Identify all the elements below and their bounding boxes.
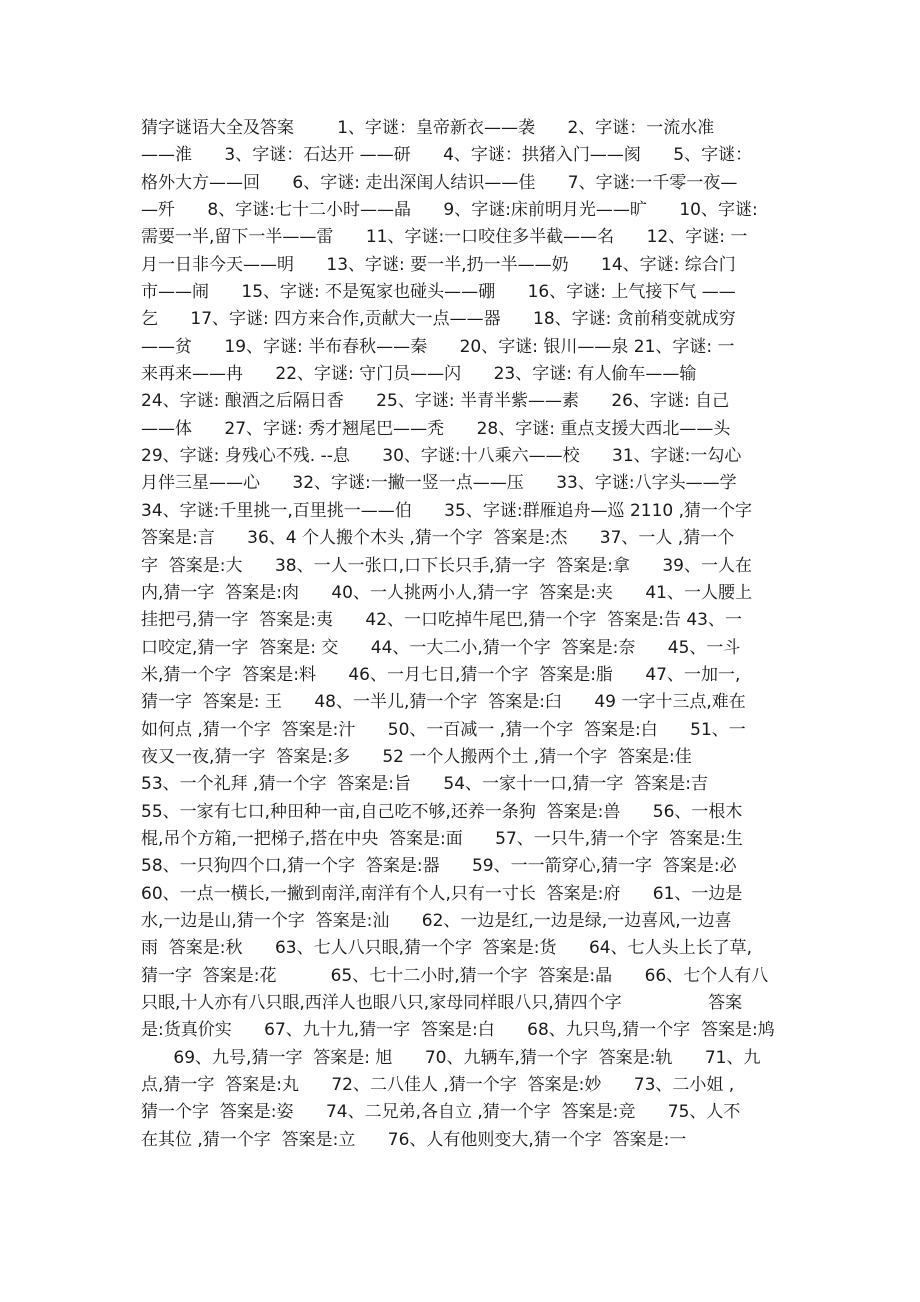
text-line: ——贫 19、字谜: 半布春秋——秦 20、字谜: 银川——泉 21、字谜: 一 [141, 336, 735, 357]
text-line: 55、一家有七口,种田种一亩,自己吃不够,还养一条狗 答案是:兽 56、一根木 [141, 801, 743, 822]
text-line: 市——闹 15、字谜: 不是冤家也碰头——硼 16、字谜: 上气接下气 —— [141, 282, 736, 303]
text-line: 来再来——冉 22、字谜: 守门员——闪 23、字谜: 有人偷车——输 [141, 364, 697, 385]
text-line: 29、字谜: 身残心不残. --息 30、字谜:十八乘六——校 31、字谜:一勾心 [141, 446, 742, 467]
text-line: 是:货真价实 67、九十九,猜一字 答案是:白 68、九只鸟,猜一个字 答案是:鸠 [141, 1020, 775, 1041]
text-line: 点,猜一字 答案是:丸 72、二八佳人 ,猜一个字 答案是:妙 73、二小姐 , [141, 1075, 735, 1096]
text-line: 猜一字 答案是: 王 48、一半儿,猜一个字 答案是:臼 49 一字十三点,难在 [141, 692, 746, 713]
text-line: 猜一个字 答案是:姿 74、二兄弟,各自立 ,猜一个字 答案是:竞 75、人不 [141, 1102, 741, 1123]
text-line: 乞 17、字谜: 四方来合作,贡献大一点——器 18、字谜: 贪前稍变就成穷 [141, 309, 736, 330]
text-line: 内,猜一字 答案是:肉 40、一人挑两小人,猜一字 答案是:夹 41、一人腰上 [141, 582, 752, 603]
text-line: 60、一点一横长,一撇到南洋,南洋有个人,只有一寸长 答案是:府 61、一边是 [141, 883, 743, 904]
text-line: 字 答案是:大 38、一人一张口,口下长只手,猜一字 答案是:拿 39、一人在 [141, 555, 752, 576]
text-line: 月伴三星——心 32、字谜:一撇一竖一点——压 33、字谜:八字头——学 [141, 473, 737, 494]
text-line: 58、一只狗四个口,猜一个字 答案是:器 59、一一箭穿心,猜一字 答案是:必 [141, 856, 737, 877]
text-line: 在其位 ,猜一个字 答案是:立 76、人有他则变大,猜一个字 答案是:一 [141, 1129, 687, 1150]
text-line: ——淮 3、字谜：石达开 ——研 4、字谜：拱猪入门——阂 5、字谜： [141, 145, 753, 166]
text-line: 53、一个礼拜 ,猜一个字 答案是:旨 54、一家十一口,猜一字 答案是:吉 [141, 774, 708, 795]
text-line: 需要一半,留下一半——雷 11、字谜:一口咬住多半截——名 12、字谜: 一 [141, 227, 748, 248]
text-line: 月一日非今天——明 13、字谜: 要一半,扔一半——奶 14、字谜: 综合门 [141, 254, 736, 275]
text-line: 猜一字 答案是:花 65、七十二小时,猜一个字 答案是:晶 66、七个人有八 [141, 965, 769, 986]
text-line: 棍,吊个方箱,一把梯子,搭在中央 答案是:面 57、一只牛,猜一个字 答案是:生 [141, 828, 743, 849]
text-line: 69、九号,猜一字 答案是: 旭 70、九辆车,猜一个字 答案是:轨 71、九 [141, 1047, 761, 1068]
text-line: 答案是:言 36、4 个人搬个木头 ,猜一个字 答案是:杰 37、一人 ,猜一个 [141, 528, 735, 549]
text-line: 夜又一夜,猜一字 答案是:多 52 一个人搬两个土 ,猜一个字 答案是:佳 [141, 746, 692, 767]
text-line: 水,一边是山,猜一个字 答案是:汕 62、一边是红,一边是绿,一边喜风,一边喜 [141, 910, 732, 931]
text-line: 米,猜一个字 答案是:料 46、一月七日,猜一个字 答案是:脂 47、一加一, [141, 664, 741, 685]
text-line: 雨 答案是:秋 63、七人八只眼,猜一个字 答案是:货 64、七人头上长了草, [141, 938, 752, 959]
text-line: 34、字谜:千里挑一,百里挑一——伯 35、字谜:群雁追舟—巡 2110 ,猜一个字 [141, 500, 753, 521]
text-line: ——体 27、字谜: 秀才翘尾巴——秃 28、字谜: 重点支援大西北——头 [141, 418, 731, 439]
text-line: 挂把弓,猜一字 答案是:夷 42、一口吃掉牛尾巴,猜一个字 答案是:告 43、一 [141, 610, 742, 631]
text-line: 口咬定,猜一字 答案是: 交 44、一大二小,猜一个字 答案是:奈 45、一斗 [141, 637, 741, 658]
riddle-text-block [141, 115, 781, 1154]
text-line: 如何点 ,猜一个字 答案是:汁 50、一百减一 ,猜一个字 答案是:白 51、一 [141, 719, 746, 740]
text-line: 猜字谜语大全及答案 1、字谜：皇帝新衣——袭 2、字谜：一流水准 [141, 118, 715, 138]
text-line: —歼 8、字谜:七十二小时——晶 9、字谜:床前明月光——旷 10、字谜: [141, 200, 758, 221]
text-line: 24、字谜: 酿酒之后隔日香 25、字谜: 半青半紫——素 26、字谜: 自己 [141, 391, 730, 412]
text-line: 格外大方——回 6、字谜: 走出深闺人结识——佳 7、字谜:一千零一夜— [141, 172, 738, 193]
text-line: 只眼,十人亦有八只眼,西洋人也眼八只,家母同样眼八只,猜四个字 答案 [141, 993, 743, 1013]
